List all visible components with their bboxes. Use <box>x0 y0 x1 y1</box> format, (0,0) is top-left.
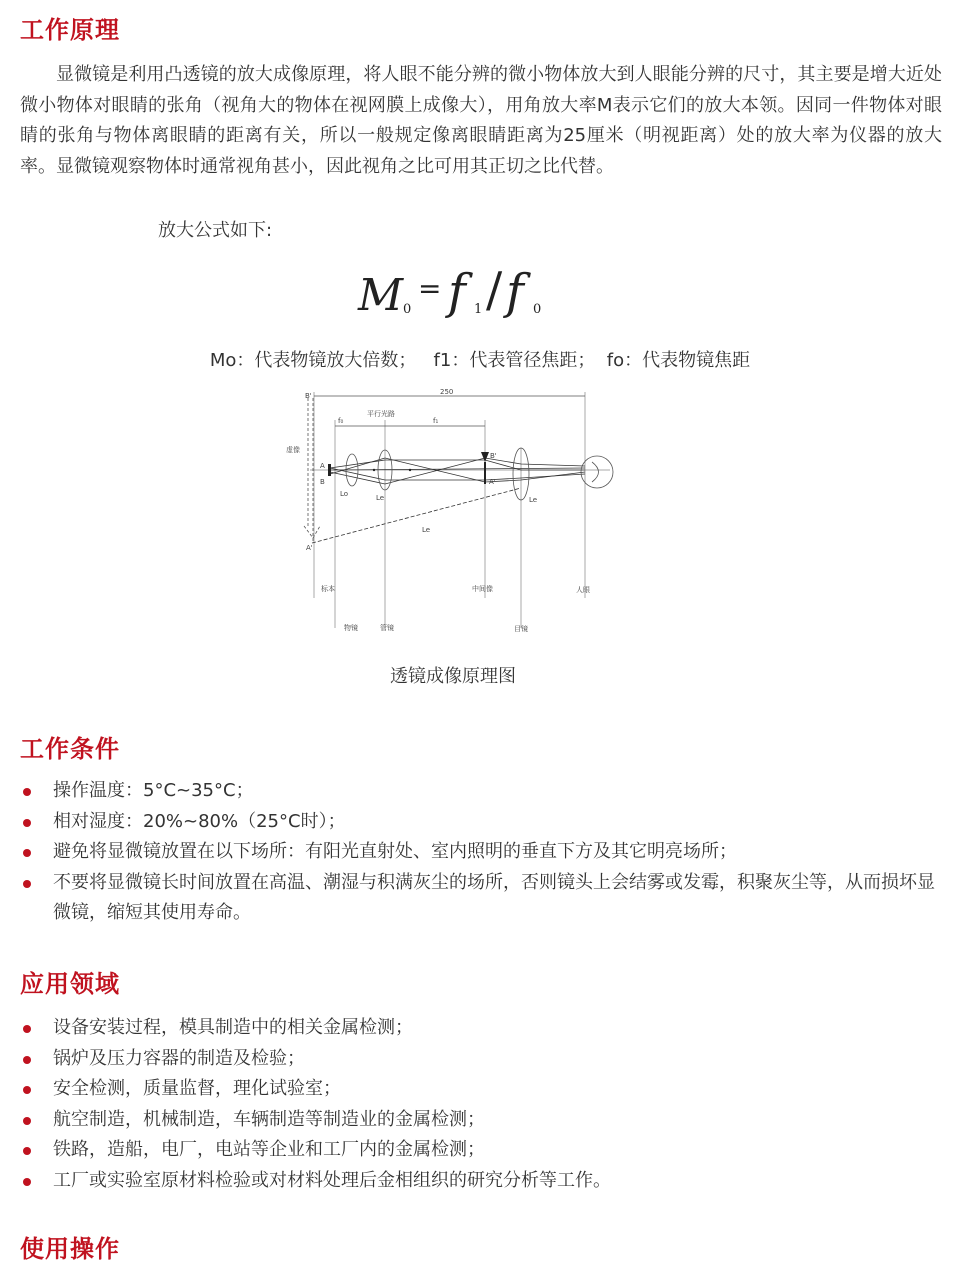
label-virtual-image: 虚像 <box>286 446 300 454</box>
label-le-eyepiece: Le <box>529 496 538 504</box>
applications-list <box>20 1013 940 1196</box>
list-item: 工厂或实验室原材料检验或对材料处理后金相组织的研究分析等工作。 <box>20 1166 940 1197</box>
label-b-prime: B' <box>490 452 497 460</box>
heading-applications: 应用领域 <box>20 970 120 998</box>
label-parallel: 平行光路 <box>367 410 395 418</box>
list-item: 锅炉及压力容器的制造及检验； <box>20 1044 940 1075</box>
label-eye: 人眼 <box>576 586 590 594</box>
formula-legend: Mo：代表物镜放大倍数； f1：代表管径焦距； fo：代表物镜焦距 <box>209 350 751 371</box>
list-item: 相对湿度：20%~80%（25°C时）； <box>20 807 940 838</box>
formula-f1: f <box>448 264 466 320</box>
formula-f0: f <box>506 264 524 320</box>
label-distance: 250 <box>440 388 454 396</box>
formula-f1-sub: 1 <box>474 302 483 317</box>
label-tube-lens: 管镜 <box>380 624 394 632</box>
list-item: 操作温度：5°C~35°C； <box>20 776 940 807</box>
list-item: 航空制造，机械制造，车辆制造等制造业的金属检测； <box>20 1105 940 1136</box>
formula-m-sub: 0 <box>403 302 412 317</box>
label-f1: f₁ <box>433 417 439 425</box>
label-lo: Lo <box>340 490 349 498</box>
formula-f0-sub: 0 <box>533 302 542 317</box>
label-le-tube: Le <box>376 494 385 502</box>
formula-intro: 放大公式如下: <box>158 220 273 241</box>
label-f0: f₀ <box>338 417 344 425</box>
principle-paragraph: 显微镜是利用凸透镜的放大成像原理，将人眼不能分辨的微小物体放大到人眼能分辨的尺寸，其主要是增大近处微小物体对眼睛的张角（视角大的物体在视网膜上成像大），用角放大率M表示它们的放大本领。因同一件物体对眼睛的张角与物体离眼睛的距离有关，所以一般规定像离眼睛距离为25厘米（明视距离）处的放大率为仪器的放大率。显微镜观察物体时通常视角甚小，因此视角之比可用其正切之比代替。 <box>20 64 942 177</box>
formula-slash: / <box>486 262 503 318</box>
label-eyepiece: 目镜 <box>514 625 528 633</box>
formula-m: M <box>358 270 404 321</box>
conditions-list <box>20 776 940 929</box>
heading-working-conditions: 工作条件 <box>20 735 120 763</box>
label-b-top: B' <box>305 392 312 400</box>
diagram-caption: 透镜成像原理图 <box>390 666 516 687</box>
label-a-bottom: A' <box>306 544 313 552</box>
label-a: A <box>320 462 325 470</box>
label-intermediate-image: 中间像 <box>472 585 493 593</box>
lens-imaging-diagram <box>280 388 625 638</box>
list-item: 铁路，造船，电厂，电站等企业和工厂内的金属检测； <box>20 1135 940 1166</box>
list-item: 不要将显微镜长时间放置在高温、潮湿与积满灰尘的场所，否则镜头上会结雾或发霉，积聚灰尘等，从而损坏显微镜，缩短其使用寿命。 <box>20 868 940 929</box>
list-item: 避免将显微镜放置在以下场所：有阳光直射处、室内照明的垂直下方及其它明亮场所； <box>20 837 940 868</box>
magnification-formula <box>352 262 552 332</box>
formula-equals: = <box>418 272 442 305</box>
label-objective: 物镜 <box>344 624 358 632</box>
list-item: 设备安装过程，模具制造中的相关金属检测； <box>20 1013 940 1044</box>
label-b: B <box>320 478 325 486</box>
heading-working-principle: 工作原理 <box>20 16 120 44</box>
heading-operation: 使用操作 <box>20 1235 120 1263</box>
label-le-ray: Le <box>422 526 431 534</box>
list-item: 安全检测，质量监督，理化试验室； <box>20 1074 940 1105</box>
label-specimen: 标本 <box>321 585 335 593</box>
label-a-prime: A' <box>489 478 496 486</box>
